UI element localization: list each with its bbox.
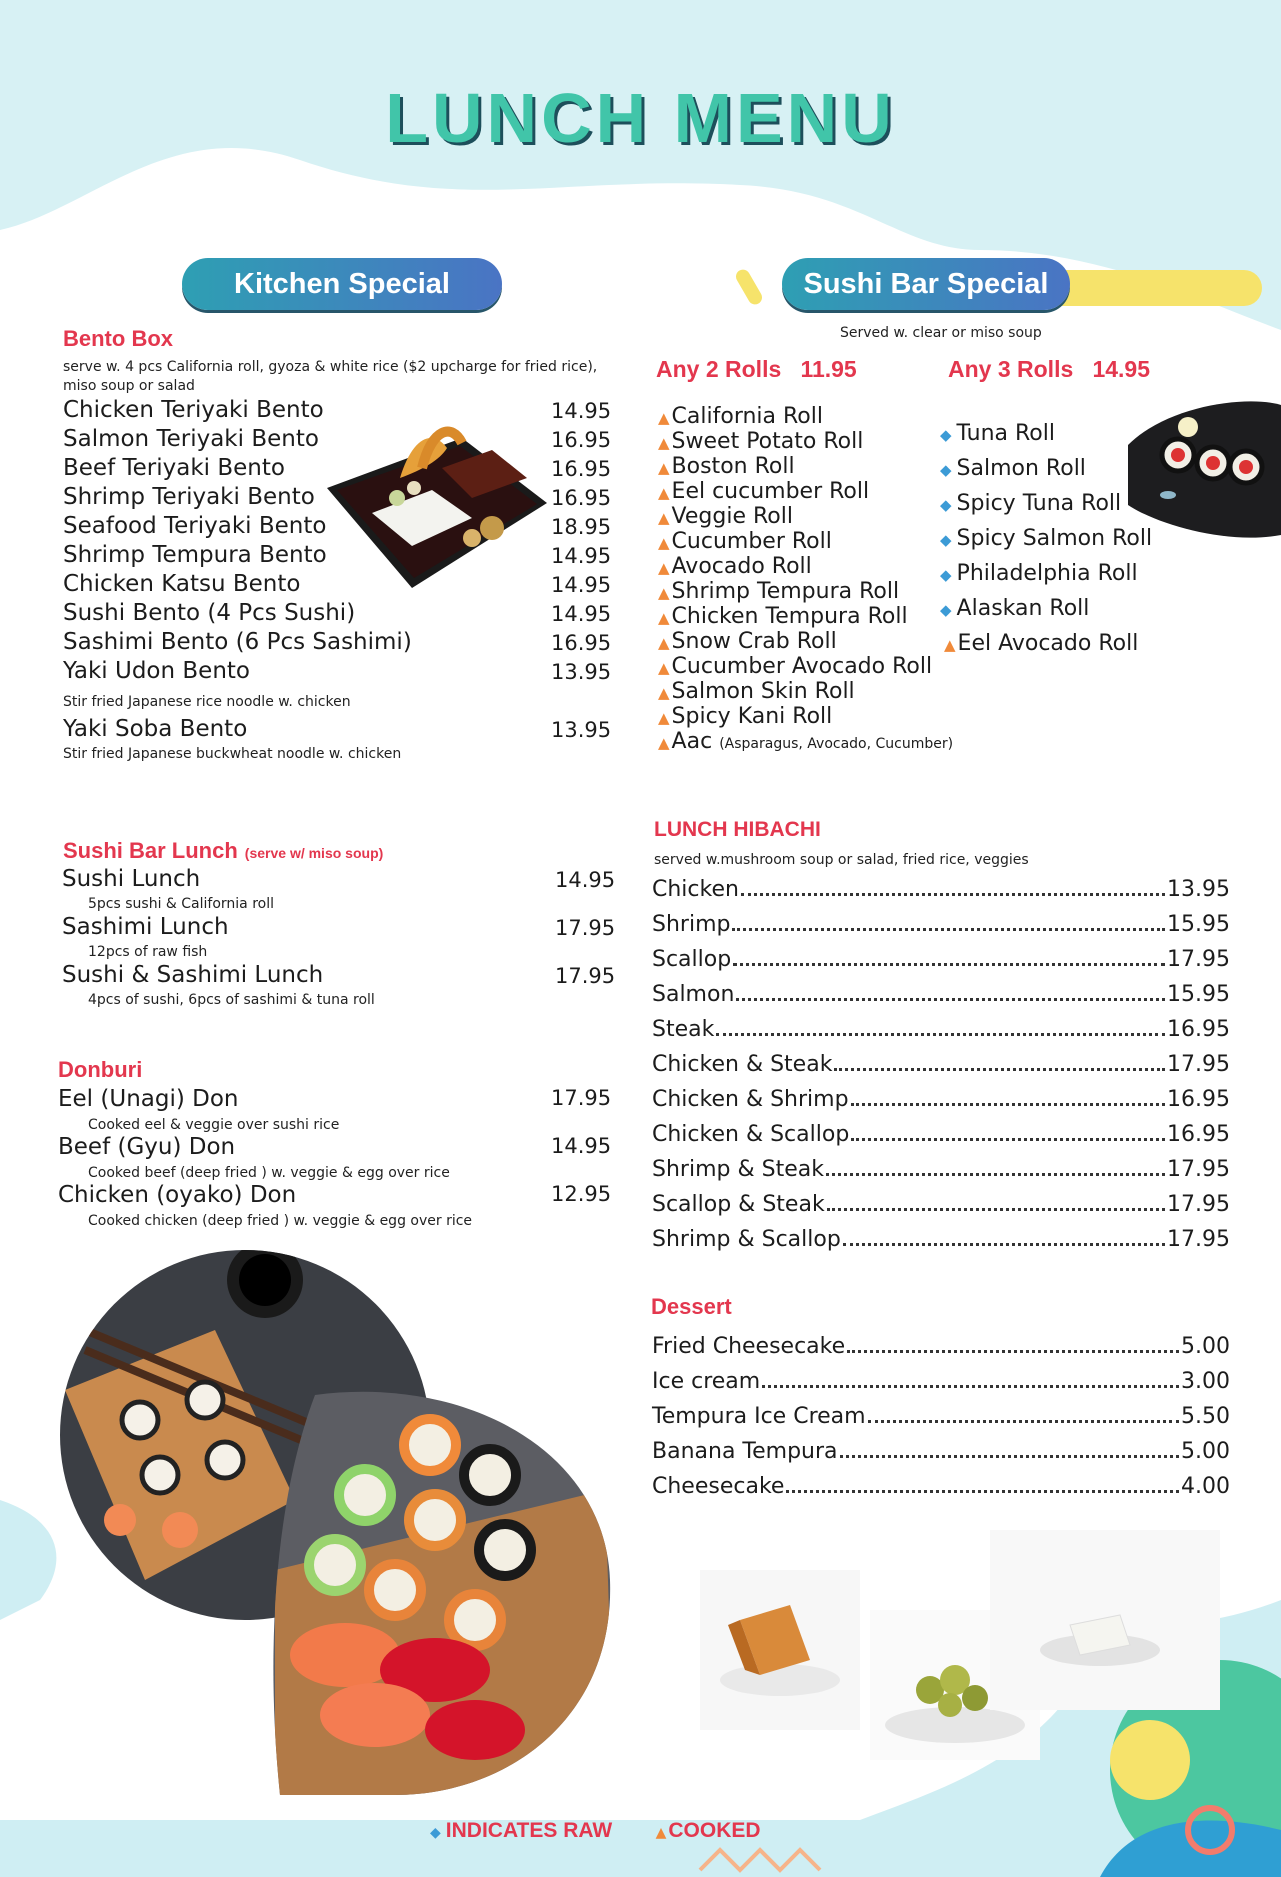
bento-item-name: Seafood Teriyaki Bento [63, 513, 327, 539]
cooked-icon: ▲ [658, 709, 670, 727]
sushi-lunch-item-note: 5pcs sushi & California roll [88, 896, 274, 912]
sushi-bar-lunch-title: Sushi Bar Lunch [63, 838, 238, 863]
list-item: ◆ Tuna Roll [940, 421, 1055, 446]
bento-item-price: 14.95 [551, 544, 612, 568]
sushi-lunch-item-price: 14.95 [555, 868, 616, 892]
legend-raw: INDICATES RAW [445, 1819, 613, 1842]
bento-item-name: Chicken Katsu Bento [63, 571, 301, 597]
donburi-item-name: Eel (Unagi) Don [58, 1086, 239, 1112]
raw-icon: ◆ [940, 461, 952, 479]
list-item: ▲Boston Roll [658, 454, 795, 479]
donburi-item-note: Cooked beef (deep fried ) w. veggie & egg over rice [88, 1165, 450, 1181]
bento-item-price: 13.95 [551, 660, 612, 684]
cooked-icon: ▲ [658, 459, 670, 477]
list-item: Cheesecake 4.00 [652, 1474, 1230, 1499]
raw-icon: ◆ [940, 426, 952, 444]
bento-item-price: 16.95 [551, 428, 612, 452]
raw-icon: ◆ [940, 566, 952, 584]
sushi-lunch-item-name: Sushi Lunch [62, 866, 201, 892]
donburi-item-price: 17.95 [551, 1086, 612, 1110]
raw-icon: ◆ [940, 601, 952, 619]
list-item: ▲Snow Crab Roll [658, 629, 837, 654]
sushi-lunch-item-name: Sashimi Lunch [62, 914, 229, 940]
bento-item-name: Salmon Teriyaki Bento [63, 426, 319, 452]
bento-item-price: 14.95 [551, 399, 612, 423]
raw-icon: ◆ [940, 531, 952, 549]
bento-box-title: Bento Box [63, 326, 173, 351]
bento-item-name: Sushi Bento (4 Pcs Sushi) [63, 600, 356, 626]
bento-item-name: Yaki Udon Bento [63, 658, 250, 684]
list-item: ▲California Roll [658, 404, 823, 429]
cooked-icon: ▲ [658, 584, 670, 602]
legend [430, 1818, 761, 1843]
donburi-item-note: Cooked chicken (deep fried ) w. veggie & egg over rice [88, 1213, 473, 1229]
bento-item-price: 14.95 [551, 602, 612, 626]
sushi-lunch-item-name: Sushi & Sashimi Lunch [62, 962, 324, 988]
sushi-bar-special-header: Sushi Bar Special [782, 258, 1070, 310]
list-item: Chicken & Steak 17.95 [652, 1052, 1230, 1077]
cooked-icon: ▲ [944, 636, 956, 654]
cooked-icon: ▲ [658, 734, 670, 752]
list-item: Shrimp & Steak 17.95 [652, 1157, 1230, 1182]
bento-item-price: 13.95 [551, 718, 612, 742]
list-item: ▲Cucumber Roll [658, 529, 832, 554]
list-item: ▲Shrimp Tempura Roll [658, 579, 900, 604]
list-item: ▲Veggie Roll [658, 504, 793, 529]
cooked-icon: ▲ [658, 634, 670, 652]
list-item: ◆ Spicy Tuna Roll [940, 491, 1122, 516]
donburi-item-name: Beef (Gyu) Don [58, 1134, 236, 1160]
list-item: Banana Tempura 5.00 [652, 1439, 1230, 1464]
sushi-bar-lunch-heading [63, 838, 383, 864]
list-item: Salmon 15.95 [652, 982, 1230, 1007]
list-item: Shrimp 15.95 [652, 912, 1230, 937]
hibachi-title: LUNCH HIBACHI [654, 818, 821, 841]
list-item: Shrimp & Scallop 17.95 [652, 1227, 1230, 1252]
list-item: ◆ Philadelphia Roll [940, 561, 1138, 586]
dessert-title: Dessert [651, 1294, 732, 1319]
list-item: Chicken 13.95 [652, 877, 1230, 902]
page-title: LUNCH MENU [385, 79, 896, 157]
bento-box-image [322, 418, 552, 593]
yaki-udon-note: Stir fried Japanese rice noodle w. chicken [63, 694, 351, 710]
list-item: ▲Chicken Tempura Roll [658, 604, 908, 629]
served-with-note: Served w. clear or miso soup [840, 325, 1042, 341]
list-item: Chicken & Shrimp 16.95 [652, 1087, 1230, 1112]
list-item: Tempura Ice Cream 5.50 [652, 1404, 1230, 1429]
list-item: Scallop 17.95 [652, 947, 1230, 972]
sushi-lunch-item-price: 17.95 [555, 964, 616, 988]
any-2-rolls [656, 356, 857, 383]
yaki-soba-note: Stir fried Japanese buckwheat noodle w. chicken [63, 746, 402, 762]
list-item: ◆ Spicy Salmon Roll [940, 526, 1153, 551]
cooked-icon: ▲ [658, 659, 670, 677]
donburi-item-note: Cooked eel & veggie over sushi rice [88, 1117, 340, 1133]
sushi-bar-lunch-subtitle: (serve w/ miso soup) [244, 845, 384, 861]
cooked-icon: ▲ [658, 484, 670, 502]
raw-icon: ◆ [940, 496, 952, 514]
raw-icon: ◆ [430, 1825, 441, 1841]
cooked-icon: ▲ [658, 509, 670, 527]
cooked-icon: ▲ [658, 684, 670, 702]
donburi-title: Donburi [58, 1057, 143, 1082]
donburi-item-name: Chicken (oyako) Don [58, 1182, 297, 1208]
list-item: Fried Cheesecake 5.00 [652, 1334, 1230, 1359]
list-item: ▲Sweet Potato Roll [658, 429, 864, 454]
hibachi-note: served w.mushroom soup or salad, fried rice, veggies [654, 852, 1029, 868]
list-item: ▲Eel Avocado Roll [944, 631, 1139, 656]
bento-item-price: 16.95 [551, 631, 612, 655]
list-item: ▲Spicy Kani Roll [658, 704, 833, 729]
cooked-icon: ▲ [658, 559, 670, 577]
donburi-item-price: 14.95 [551, 1134, 612, 1158]
bento-box-note: serve w. 4 pcs California roll, gyoza & white rice ($2 upcharge for fried rice), miso soup or salad [63, 359, 598, 394]
bento-item-name: Yaki Soba Bento [63, 716, 248, 742]
bento-item-price: 16.95 [551, 457, 612, 481]
dessert-photos [700, 1530, 1220, 1770]
bento-item-name: Beef Teriyaki Bento [63, 455, 285, 481]
cooked-icon: ▲ [655, 1825, 667, 1841]
list-item: ▲Cucumber Avocado Roll [658, 654, 933, 679]
bento-item-price: 16.95 [551, 486, 612, 510]
any-3-rolls [948, 356, 1150, 383]
bento-item-name: Shrimp Teriyaki Bento [63, 484, 315, 510]
bento-item-price: 14.95 [551, 573, 612, 597]
cooked-icon: ▲ [658, 434, 670, 452]
list-item: ◆ Alaskan Roll [940, 596, 1090, 621]
sushi-plate-image [1128, 385, 1281, 545]
bento-item-price: 18.95 [551, 515, 612, 539]
cooked-icon: ▲ [658, 609, 670, 627]
sushi-photo [45, 1250, 615, 1795]
any-3-label: Any 3 Rolls [948, 356, 1074, 382]
aac-note: (Asparagus, Avocado, Cucumber) [719, 736, 954, 752]
list-item: ▲Aac (Asparagus, Avocado, Cucumber) [658, 729, 954, 754]
list-item: ▲Salmon Skin Roll [658, 679, 855, 704]
kitchen-special-header: Kitchen Special [182, 258, 502, 310]
any-3-price: 14.95 [1092, 356, 1150, 382]
sushi-lunch-item-price: 17.95 [555, 916, 616, 940]
cooked-icon: ▲ [658, 409, 670, 427]
list-item: ◆ Salmon Roll [940, 456, 1086, 481]
list-item: Scallop & Steak 17.95 [652, 1192, 1230, 1217]
sushi-lunch-item-note: 4pcs of sushi, 6pcs of sashimi & tuna roll [88, 992, 375, 1008]
legend-cooked: COOKED [668, 1819, 761, 1842]
any-2-price: 11.95 [800, 356, 857, 382]
list-item: Steak 16.95 [652, 1017, 1230, 1042]
donburi-item-price: 12.95 [551, 1182, 612, 1206]
list-item: ▲Avocado Roll [658, 554, 812, 579]
cooked-icon: ▲ [658, 534, 670, 552]
list-item: Chicken & Scallop 16.95 [652, 1122, 1230, 1147]
bento-item-name: Sashimi Bento (6 Pcs Sashimi) [63, 629, 412, 655]
list-item: Ice cream 3.00 [652, 1369, 1230, 1394]
list-item: ▲Eel cucumber Roll [658, 479, 870, 504]
sushi-lunch-item-note: 12pcs of raw fish [88, 944, 208, 960]
bento-item-name: Shrimp Tempura Bento [63, 542, 327, 568]
bento-item-name: Chicken Teriyaki Bento [63, 397, 324, 423]
any-2-label: Any 2 Rolls [656, 356, 782, 382]
